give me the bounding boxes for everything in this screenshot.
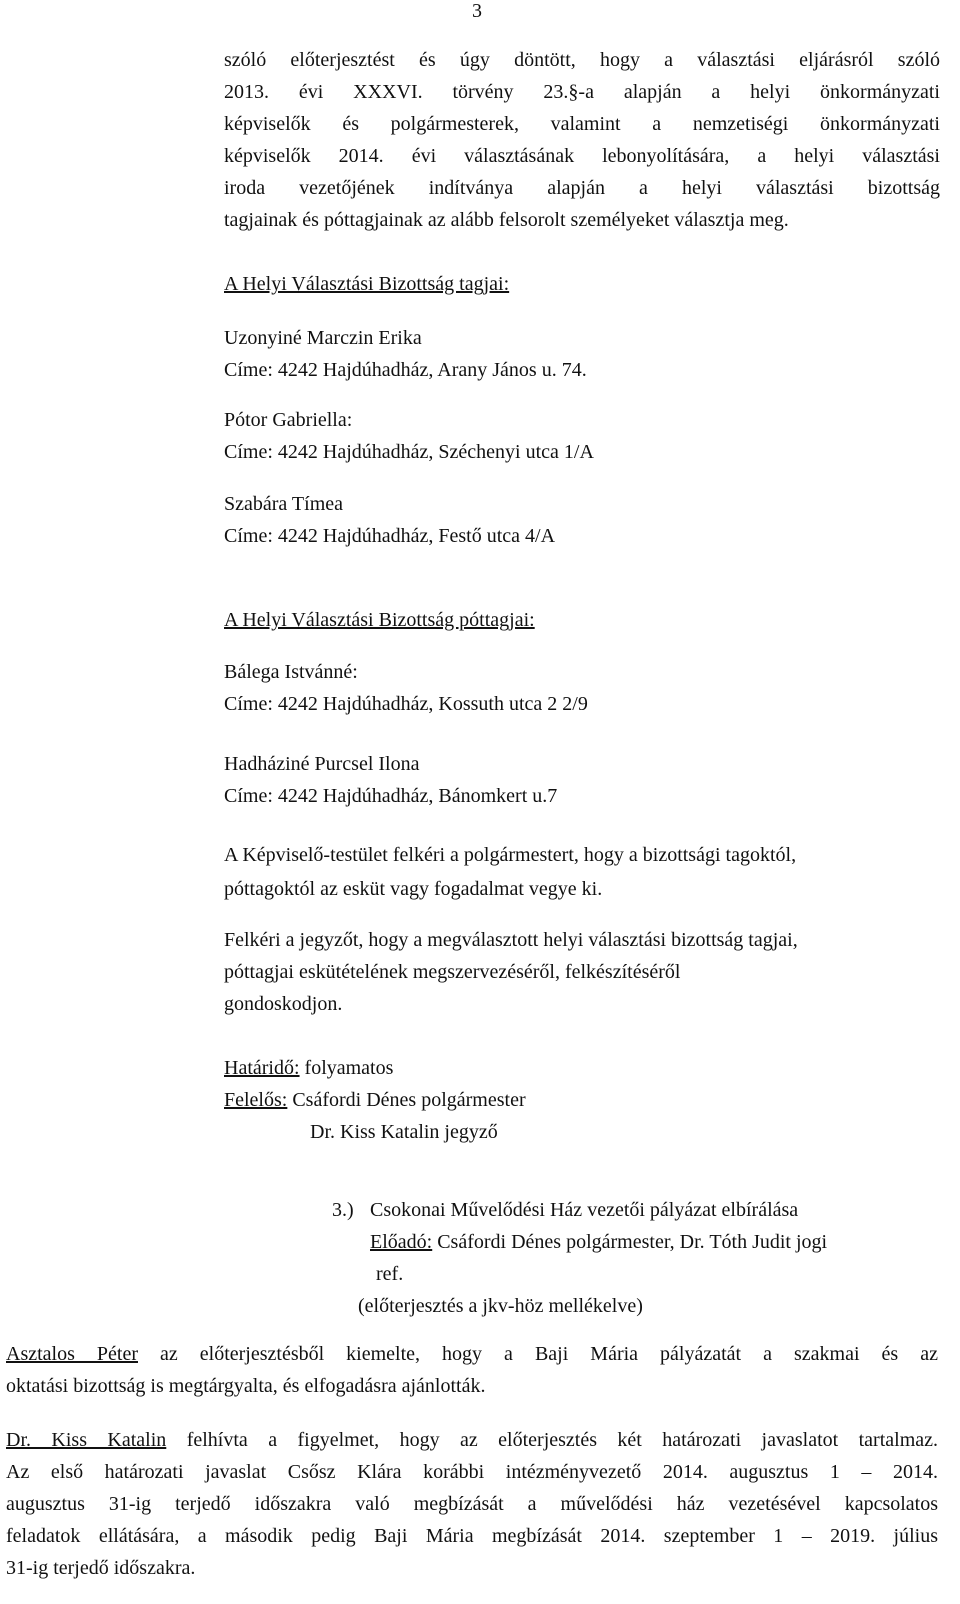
substitute-name: Hadháziné Purcsel Ilona <box>224 753 420 775</box>
member-name: Szabára Tímea <box>224 493 344 515</box>
text-line: képviselők 2014. évi választásának lebonyolítására, a helyi választási <box>224 145 940 167</box>
text-line: 2013. évi XXXVI. törvény 23.§-a alapján a helyi önkormányzati <box>224 81 940 103</box>
member-entry <box>224 488 940 552</box>
substitutes-heading <box>224 604 940 636</box>
deadline-label: Határidő: <box>224 1057 300 1079</box>
text-line: póttagjai eskütételének megszervezéséről, felkészítéséről <box>224 961 681 983</box>
member-entry <box>224 322 940 386</box>
deadline-value: folyamatos <box>299 1057 394 1079</box>
speaker-name: Asztalos Péter <box>6 1343 138 1365</box>
text-line: 31-ig terjedő időszakra. <box>6 1557 196 1579</box>
substitute-address: Címe: 4242 Hajdúhadház, Kossuth utca 2 2/9 <box>224 693 588 715</box>
agenda-number: 3.) <box>332 1199 354 1221</box>
agenda-item <box>358 1194 940 1322</box>
member-name: Uzonyiné Marczin Erika <box>224 327 422 349</box>
oath-paragraph <box>224 838 940 906</box>
heading-text: A Helyi Választási Bizottság tagjai: <box>224 273 510 295</box>
agenda-title: Csokonai Művelődési Ház vezetői pályázat elbírálása <box>370 1199 799 1221</box>
text-line: szóló előterjesztést és úgy döntött, hogy a választási eljárásról szóló <box>224 49 940 71</box>
intro-paragraph <box>224 44 940 236</box>
statement-kiss <box>6 1424 938 1584</box>
member-address: Címe: 4242 Hajdúhadház, Festő utca 4/A <box>224 525 556 547</box>
presenter-label: Előadó: <box>370 1231 433 1253</box>
member-entry <box>224 404 940 468</box>
deadline-block <box>224 1052 940 1148</box>
text-line: póttagoktól az esküt vagy fogadalmat vegye ki. <box>224 878 603 900</box>
text-line: oktatási bizottság is megtárgyalta, és elfogadásra ajánlották. <box>6 1375 486 1397</box>
presenter-line <box>370 1226 940 1258</box>
member-address: Címe: 4242 Hajdúhadház, Széchenyi utca 1/A <box>224 441 594 463</box>
text-line: augusztus 31-ig terjedő időszakra való megbízását a művelődési ház vezetésével kapcsolatos <box>6 1493 938 1515</box>
substitute-address: Címe: 4242 Hajdúhadház, Bánomkert u.7 <box>224 785 558 807</box>
text-line: gondoskodjon. <box>224 993 343 1015</box>
responsible-label: Felelős: <box>224 1089 288 1111</box>
statement-text: az előterjesztésből kiemelte, hogy a Baji Mária pályázatát a szakmai és az <box>137 1343 938 1365</box>
text-line: képviselők és polgármesterek, valamint a nemzetiségi önkormányzati <box>224 113 940 135</box>
text-line: Felkéri a jegyzőt, hogy a megválasztott helyi választási bizottság tagjai, <box>224 929 798 951</box>
substitute-entry <box>224 656 940 720</box>
member-name: Pótor Gabriella: <box>224 409 353 431</box>
text-line <box>6 1424 938 1456</box>
presenter-cont: ref. <box>376 1263 404 1285</box>
member-address: Címe: 4242 Hajdúhadház, Arany János u. 74. <box>224 359 587 381</box>
statement-text: felhívta a figyelmet, hogy az előterjesztés két határozati javaslatot tartalmaz. <box>166 1429 938 1451</box>
members-heading <box>224 268 940 300</box>
text-line: Az első határozati javaslat Csősz Klára korábbi intézményvezető 2014. augusztus 1 – 2014. <box>6 1461 938 1483</box>
text-line: A Képviselő-testület felkéri a polgármestert, hogy a bizottsági tagoktól, <box>224 844 797 866</box>
heading-text: A Helyi Választási Bizottság póttagjai: <box>224 609 535 631</box>
text-line: tagjainak és póttagjainak az alább felsorolt személyeket választja meg. <box>224 209 789 231</box>
responsible-line <box>224 1084 940 1116</box>
attachment-note: (előterjesztés a jkv-höz mellékelve) <box>358 1295 643 1317</box>
statement-asztalos <box>6 1338 938 1402</box>
responsible-second: Dr. Kiss Katalin jegyző <box>310 1121 498 1143</box>
responsible-value: Csáfordi Dénes polgármester <box>287 1089 526 1111</box>
presenter-value: Csáfordi Dénes polgármester, Dr. Tóth Judit jogi <box>432 1231 828 1253</box>
page-number: 3 <box>472 0 482 22</box>
speaker-name: Dr. Kiss Katalin <box>6 1429 167 1451</box>
notary-paragraph <box>224 924 940 1020</box>
text-line <box>6 1338 938 1370</box>
deadline-line <box>224 1052 940 1084</box>
substitute-entry <box>224 748 940 812</box>
text-line: feladatok ellátására, a második pedig Baji Mária megbízását 2014. szeptember 1 – 2019. július <box>6 1525 938 1547</box>
text-line: iroda vezetőjének indítványa alapján a helyi választási bizottság <box>224 177 940 199</box>
substitute-name: Bálega Istvánné: <box>224 661 358 683</box>
